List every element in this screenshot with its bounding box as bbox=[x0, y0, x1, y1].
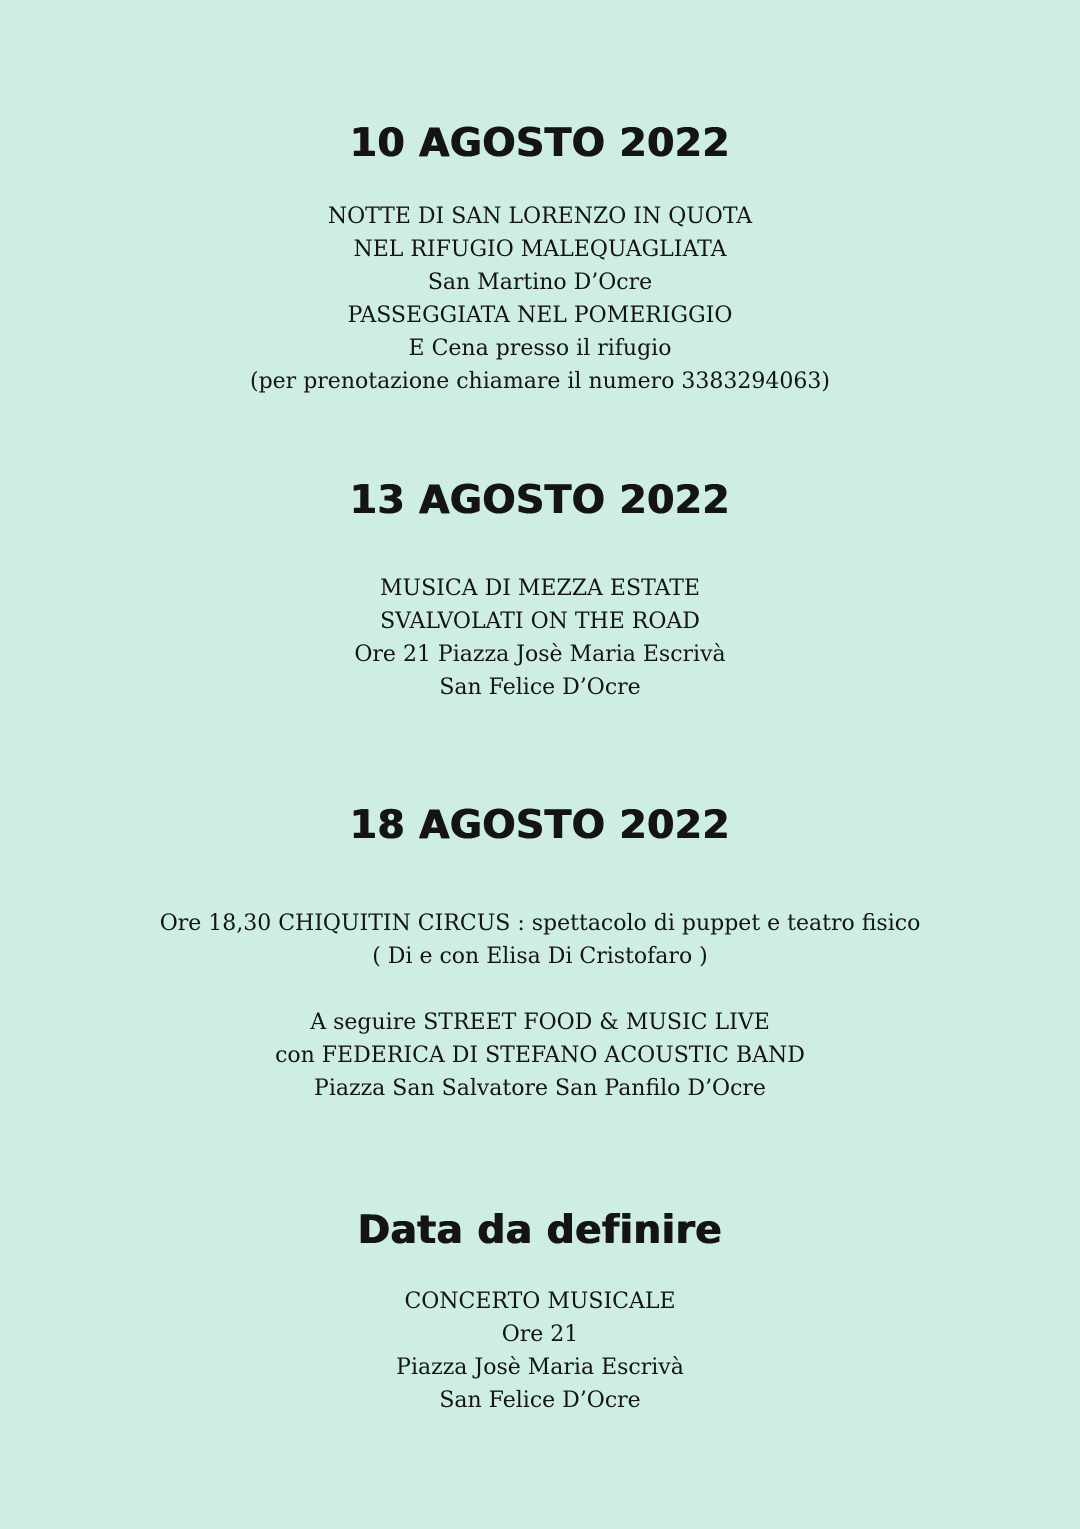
event-location-line: San Felice D’Ocre bbox=[439, 1388, 641, 1413]
event-followup-line: A seguire STREET FOOD & MUSIC LIVE bbox=[310, 1010, 770, 1035]
event-booking-line: (per prenotazione chiamare il numero 3383294063) bbox=[250, 369, 830, 394]
event-date-heading: 18 AGOSTO 2022 bbox=[349, 803, 731, 848]
event-performer-line: SVALVOLATI ON THE ROAD bbox=[380, 609, 700, 634]
event-dinner-line: E Cena presso il rifugio bbox=[408, 336, 672, 361]
event-time-place-line: Ore 21 Piazza Josè Maria Escrivà bbox=[354, 642, 726, 667]
event-place-line: Piazza Josè Maria Escrivà bbox=[396, 1355, 684, 1380]
event-time-line: Ore 21 bbox=[501, 1322, 579, 1347]
event-details bbox=[0, 200, 1080, 398]
event-title-line: NOTTE DI SAN LORENZO IN QUOTA bbox=[327, 204, 753, 229]
event-location-line: San Felice D’Ocre bbox=[439, 675, 641, 700]
spacer bbox=[0, 973, 1080, 1006]
event-activity-line: PASSEGGIATA NEL POMERIGGIO bbox=[347, 303, 733, 328]
event-location-line: San Martino D’Ocre bbox=[427, 270, 653, 295]
event-credits-line: ( Di e con Elisa Di Cristofaro ) bbox=[372, 944, 708, 969]
event-title-line: CONCERTO MUSICALE bbox=[404, 1289, 676, 1314]
event-date-heading: 10 AGOSTO 2022 bbox=[349, 121, 731, 166]
event-band-line: con FEDERICA DI STEFANO ACOUSTIC BAND bbox=[275, 1043, 805, 1068]
event-date-heading: 13 AGOSTO 2022 bbox=[349, 478, 731, 523]
event-show-line: Ore 18,30 CHIQUITIN CIRCUS : spettacolo di puppet e teatro fisico bbox=[159, 911, 921, 936]
event-details bbox=[0, 572, 1080, 704]
event-details bbox=[0, 1285, 1080, 1417]
event-title-line: MUSICA DI MEZZA ESTATE bbox=[380, 576, 700, 601]
event-details bbox=[0, 907, 1080, 1105]
event-venue-line: NEL RIFUGIO MALEQUAGLIATA bbox=[353, 237, 727, 262]
event-location-line: Piazza San Salvatore San Panfilo D’Ocre bbox=[314, 1076, 766, 1101]
event-date-heading: Data da definire bbox=[357, 1208, 723, 1253]
